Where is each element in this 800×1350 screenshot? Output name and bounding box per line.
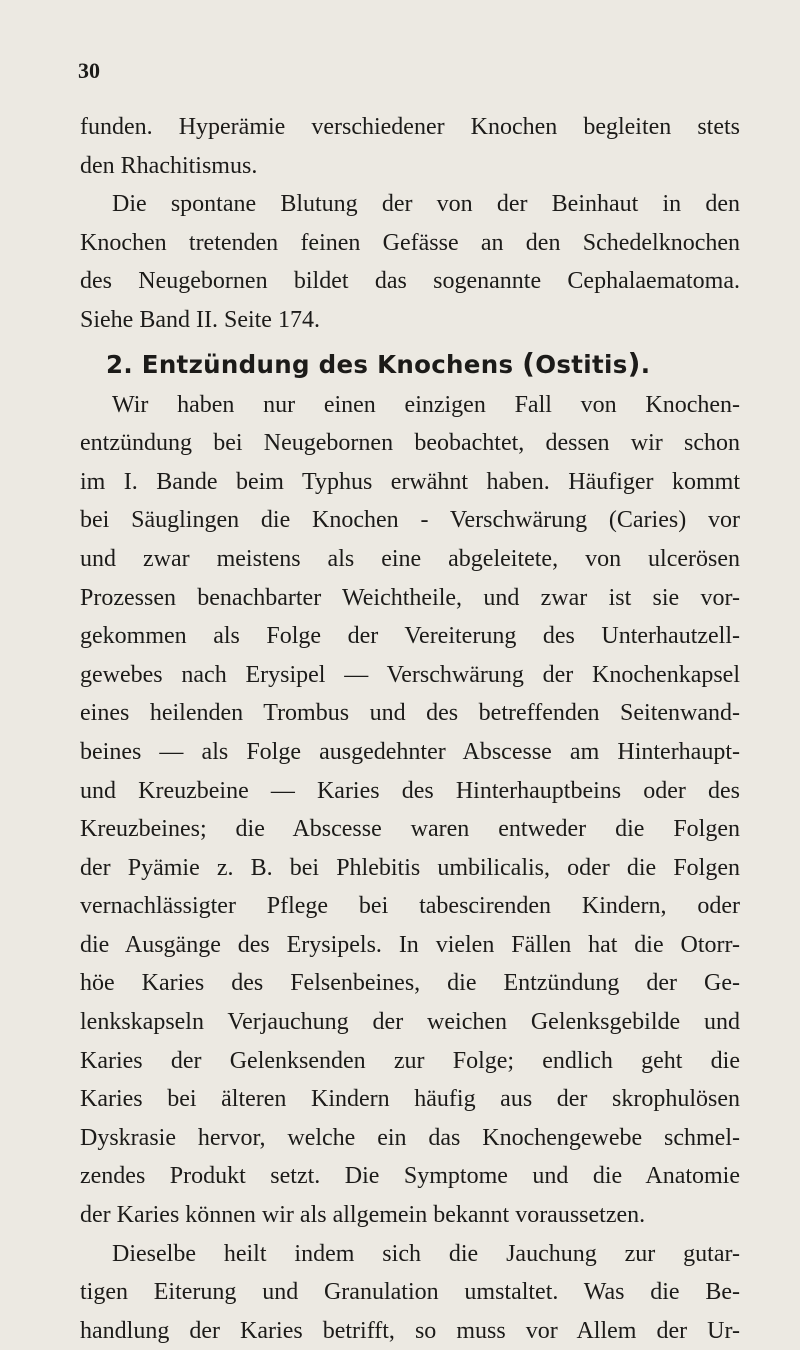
section-heading-paren-close: ) [627, 346, 641, 380]
text-line: höe Karies des Felsenbeines, die Entzündung der Ge- [80, 970, 740, 997]
text-line: die Ausgänge des Erysipels. In vielen Fällen hat die Otorr- [80, 931, 740, 958]
section-heading [80, 342, 740, 386]
text-line: und Kreuzbeine — Karies des Hinterhauptbeins oder des [80, 777, 740, 804]
text-line: im I. Bande beim Typhus erwähnt haben. Häufiger kommt [80, 468, 740, 495]
paragraph [80, 108, 740, 185]
text-line: Kreuzbeines; die Abscesse waren entweder die Folgen [80, 816, 740, 843]
text-line: entzündung bei Neugebornen beobachtet, dessen wir schon [80, 430, 740, 457]
page-number: 30 [78, 58, 100, 83]
text-line: bei Säuglingen die Knochen - Verschwärung (Caries) vor [80, 507, 740, 534]
text-line: den Rhachitismus. [80, 152, 258, 179]
text-line: des Neugebornen bildet das sogenannte Cephalaematoma. [80, 268, 740, 295]
text-line: Siehe Band II. Seite 174. [80, 306, 320, 333]
text-line: Knochen tretenden feinen Gefässe an den Schedelknochen [80, 229, 740, 256]
paragraph [80, 386, 740, 1235]
text-line: Karies der Gelenksenden zur Folge; endlich geht die [80, 1047, 740, 1074]
text-line: beines — als Folge ausgedehnter Abscesse am Hinterhaupt- [80, 738, 740, 765]
paragraph [80, 185, 740, 339]
text-line: funden. Hyperämie verschiedener Knochen begleiten stets [80, 114, 740, 140]
section-heading-paren-open: ( [522, 346, 536, 380]
text-line: Dyskrasie hervor, welche ein das Knochengewebe schmel- [80, 1124, 740, 1151]
text-line: tigen Eiterung und Granulation umstaltet. Was die Be- [80, 1279, 740, 1306]
text-line: eines heilenden Trombus und des betreffenden Seitenwand- [80, 700, 740, 727]
text-line: gekommen als Folge der Vereiterung des Unterhautzell- [80, 623, 740, 650]
text-line: vernachlässigter Pflege bei tabescirenden Kindern, oder [80, 893, 740, 920]
text-line: handlung der Karies betrifft, so muss vor Allem der Ur- [80, 1317, 740, 1344]
text-line: Prozessen benachbarter Weichtheile, und zwar ist sie vor- [80, 584, 740, 611]
text-line: und zwar meistens als eine abgeleitete, von ulcerösen [80, 545, 740, 572]
text-line: zendes Produkt setzt. Die Symptome und die Anatomie [80, 1163, 740, 1190]
body-text [80, 108, 740, 1350]
text-line: Wir haben nur einen einzigen Fall von Knochen- [112, 391, 740, 418]
text-line: Dieselbe heilt indem sich die Jauchung zur gutar- [112, 1240, 740, 1267]
text-line: gewebes nach Erysipel — Verschwärung der Knochenkapsel [80, 661, 740, 688]
text-line: lenkskapseln Verjauchung der weichen Gelenksgebilde und [80, 1009, 740, 1036]
paragraph [80, 1235, 740, 1350]
section-heading-main: 2. Entzündung des Knochens [106, 349, 523, 379]
section-heading-end: . [640, 349, 651, 379]
text-line: der Pyämie z. B. bei Phlebitis umbilicalis, oder die Folgen [80, 854, 740, 881]
text-line: der Karies können wir als allgemein bekannt voraussetzen. [80, 1202, 646, 1229]
section-heading-paren-text: Ostitis [535, 349, 628, 379]
text-line: Die spontane Blutung der von der Beinhaut in den [112, 191, 740, 218]
text-line: Karies bei älteren Kindern häufig aus der skrophulösen [80, 1086, 740, 1113]
